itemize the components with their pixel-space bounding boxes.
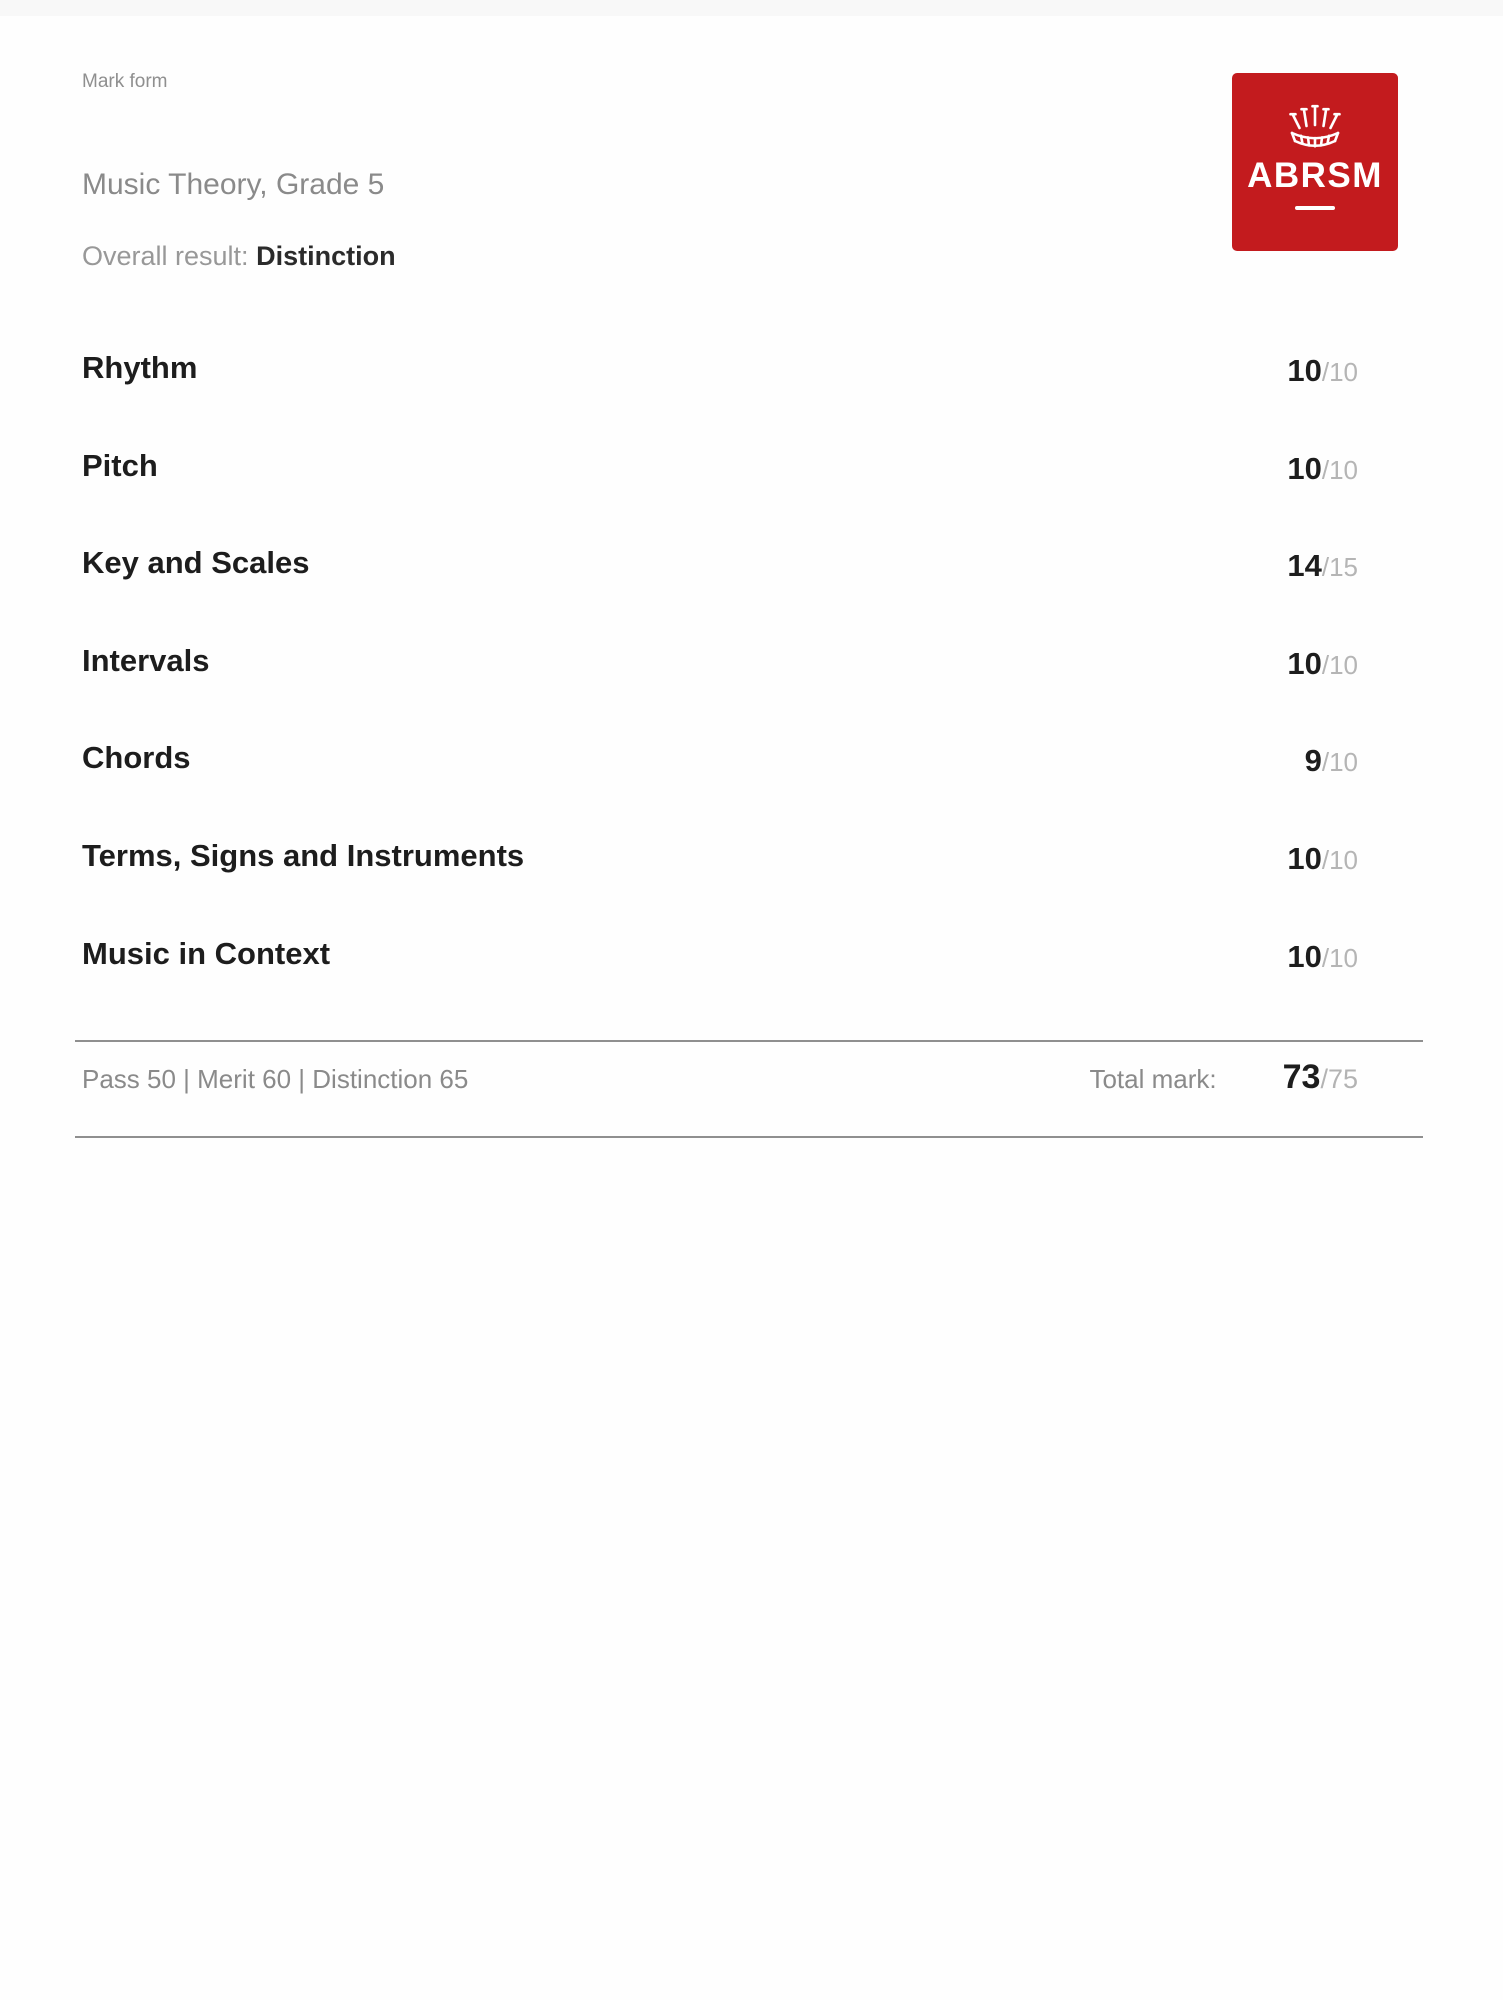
section-score	[1287, 840, 1358, 876]
section-marks-list	[82, 352, 1358, 1035]
mark-denominator: /15	[1321, 552, 1358, 583]
section-row-pitch	[82, 447, 1358, 548]
section-row-music-in-context	[82, 935, 1358, 1036]
divider-top	[75, 1040, 1423, 1042]
overall-result	[82, 241, 396, 272]
mark-value: 10	[1287, 645, 1322, 681]
section-score	[1287, 938, 1358, 974]
section-label: Intervals	[82, 642, 210, 678]
section-label: Terms, Signs and Instruments	[82, 837, 525, 873]
section-score	[1304, 743, 1358, 779]
section-label: Pitch	[82, 447, 158, 483]
mark-denominator: /10	[1321, 747, 1358, 778]
mark-value: 10	[1287, 840, 1322, 876]
total-mark-score	[1283, 1060, 1358, 1094]
section-row-rhythm	[82, 352, 1358, 450]
section-score	[1287, 645, 1358, 681]
section-score	[1287, 450, 1358, 486]
total-mark-denominator: /75	[1320, 1064, 1358, 1094]
section-label: Chords	[82, 740, 191, 776]
abrsm-logo	[1232, 73, 1398, 251]
section-row-chords	[82, 742, 1358, 840]
doc-type-label: Mark form	[82, 71, 168, 92]
mark-denominator: /10	[1321, 844, 1358, 875]
crown-icon	[1282, 103, 1348, 151]
mark-value: 9	[1304, 743, 1322, 779]
section-label: Music in Context	[82, 935, 331, 971]
exam-title: Music Theory, Grade 5	[82, 168, 385, 201]
section-label: Key and Scales	[82, 545, 310, 581]
divider-bottom	[75, 1136, 1423, 1138]
section-score	[1287, 355, 1358, 386]
mark-denominator: /10	[1321, 357, 1358, 387]
page-top-shade	[0, 0, 1503, 16]
total-mark-label: Total mark:	[1089, 1064, 1217, 1094]
mark-value: 10	[1287, 353, 1322, 388]
abrsm-logo-text: ABRSM	[1247, 156, 1383, 195]
section-row-terms-signs-instruments	[82, 837, 1358, 938]
mark-denominator: /10	[1321, 942, 1358, 973]
mark-denominator: /10	[1321, 454, 1358, 485]
mark-value: 14	[1287, 548, 1322, 584]
overall-result-label: Overall result:	[82, 241, 249, 271]
mark-denominator: /10	[1321, 649, 1358, 680]
total-mark-group	[1089, 1060, 1358, 1095]
mark-value: 10	[1287, 938, 1322, 974]
total-mark-value: 73	[1282, 1058, 1321, 1096]
mark-value: 10	[1287, 450, 1322, 486]
grade-boundaries: Pass 50 | Merit 60 | Distinction 65	[82, 1064, 469, 1094]
section-row-intervals	[82, 642, 1358, 743]
section-label: Rhythm	[82, 350, 198, 385]
logo-underline	[1295, 206, 1335, 210]
section-score	[1287, 548, 1358, 584]
total-row	[82, 1060, 1358, 1095]
section-row-keys-and-scales	[82, 547, 1358, 645]
overall-result-value: Distinction	[256, 241, 396, 271]
